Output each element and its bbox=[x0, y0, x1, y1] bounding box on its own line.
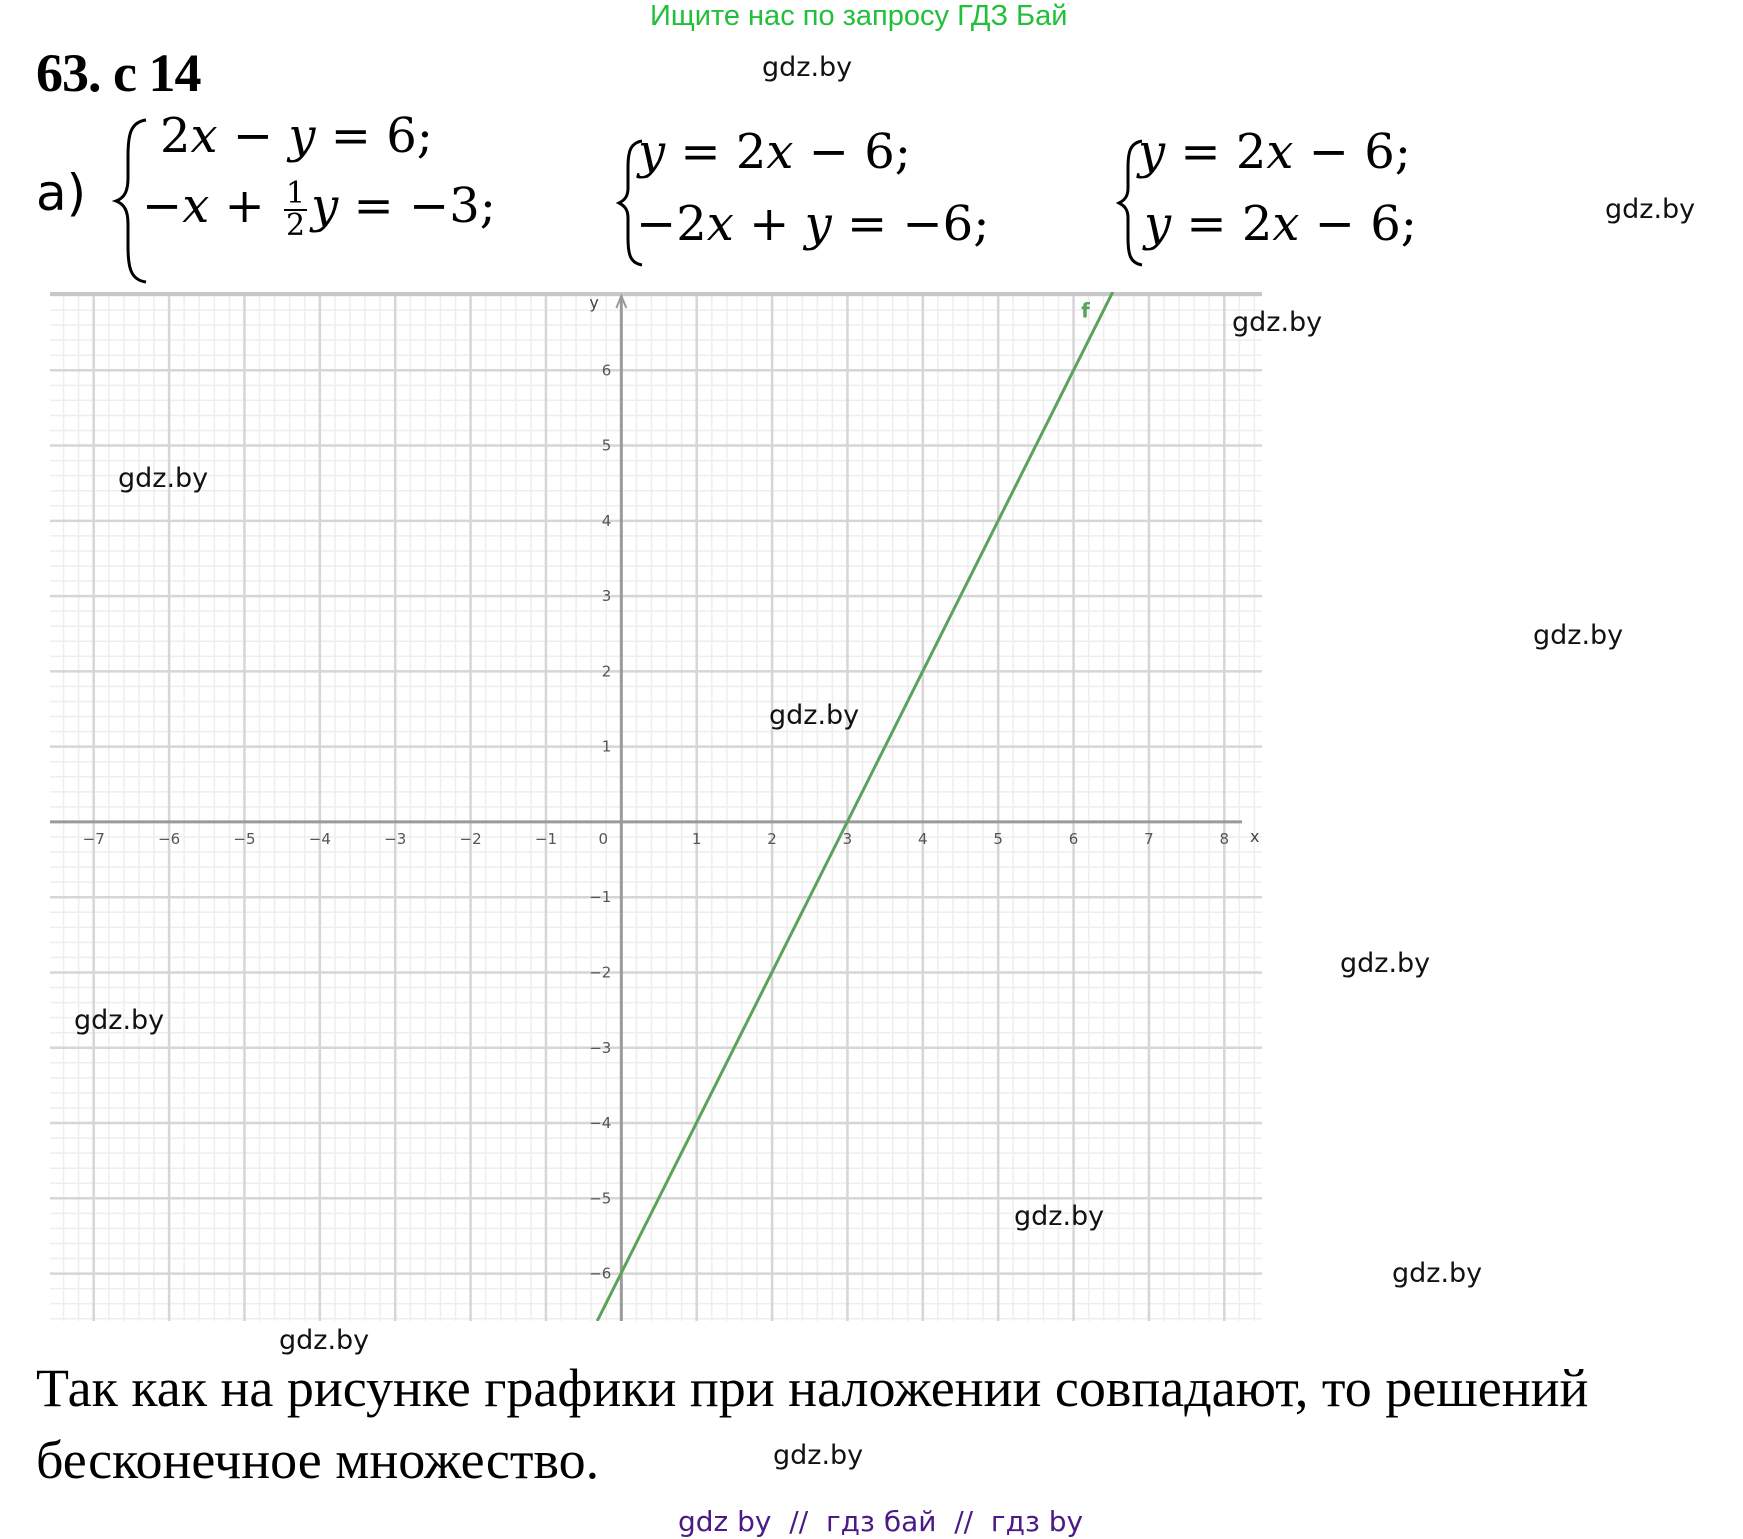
task-title: 63. с 14 bbox=[36, 43, 201, 103]
watermark: gdz.by bbox=[1533, 620, 1624, 651]
y-tick-label: 6 bbox=[601, 361, 612, 380]
x-tick-label: −1 bbox=[534, 829, 558, 848]
promo-banner: Ищите нас по запросу ГДЗ Бай bbox=[650, 0, 1068, 32]
x-tick-label: 3 bbox=[842, 829, 853, 848]
system-3-equation-2: y = 2x − 6; bbox=[1144, 196, 1417, 252]
y-tick-label: −1 bbox=[589, 888, 612, 907]
watermark: gdz.by bbox=[118, 463, 209, 494]
watermark: gdz.by bbox=[762, 52, 853, 83]
x-tick-label: −2 bbox=[459, 829, 482, 848]
fraction-one-half: $\frac{1}{2}$ bbox=[286, 175, 306, 243]
system-3-equation-1: y = 2x − 6; bbox=[1138, 124, 1411, 180]
y-tick-label: −6 bbox=[589, 1264, 612, 1283]
y-tick-label: 1 bbox=[601, 737, 612, 756]
x-tick-label: −3 bbox=[384, 829, 407, 848]
watermark: gdz.by bbox=[1605, 194, 1696, 225]
watermark: gdz.by bbox=[1340, 948, 1431, 979]
y-tick-label: 5 bbox=[601, 436, 612, 455]
y-tick-label: −3 bbox=[589, 1038, 612, 1057]
watermark: gdz.by bbox=[773, 1440, 864, 1471]
y-tick-label: 4 bbox=[601, 511, 612, 530]
x-axis-label: x bbox=[1250, 826, 1260, 846]
system-2-equation-2: −2x + y = −6; bbox=[636, 196, 990, 252]
y-tick-label: −4 bbox=[589, 1114, 612, 1133]
x-tick-label: 4 bbox=[918, 829, 928, 848]
watermark: gdz.by bbox=[1232, 307, 1323, 338]
x-tick-label: 7 bbox=[1144, 829, 1154, 848]
x-tick-label: 5 bbox=[993, 829, 1003, 848]
x-tick-label: 0 bbox=[598, 829, 609, 848]
system-1-equation-2: −x + $\frac{1}{2}$ y = −3; bbox=[142, 175, 496, 243]
system-2-equation-1: y = 2x − 6; bbox=[638, 124, 911, 180]
x-tick-label: 6 bbox=[1068, 829, 1079, 848]
system-1-equation-1: 2x − y = 6; bbox=[160, 108, 433, 164]
x-tick-label: −6 bbox=[158, 829, 181, 848]
watermark: gdz.by bbox=[1392, 1258, 1483, 1289]
coordinate-plane-chart bbox=[50, 292, 1262, 1321]
x-tick-label: 2 bbox=[767, 829, 777, 848]
part-label: а) bbox=[36, 164, 87, 222]
x-tick-label: 1 bbox=[691, 829, 702, 848]
watermark: gdz.by bbox=[279, 1325, 370, 1356]
y-tick-label: 3 bbox=[601, 587, 612, 606]
conclusion-text: Так как на рисунке графики при наложении совпадают, то решений бесконечное множество. bbox=[36, 1358, 1589, 1490]
function-label-f: f bbox=[1081, 298, 1090, 323]
y-tick-label: −5 bbox=[589, 1189, 612, 1208]
watermark: gdz.by bbox=[74, 1005, 165, 1036]
watermark: gdz.by bbox=[769, 700, 860, 731]
x-tick-label: 8 bbox=[1219, 829, 1230, 848]
y-tick-label: −2 bbox=[589, 963, 612, 982]
y-axis-label: y bbox=[589, 293, 599, 312]
footer-links: gdz by // гдз бай // гдз by bbox=[678, 1505, 1084, 1538]
x-tick-label: −5 bbox=[233, 829, 256, 848]
watermark: gdz.by bbox=[1014, 1201, 1105, 1232]
y-tick-label: 2 bbox=[601, 662, 612, 681]
x-tick-label: −4 bbox=[308, 829, 331, 848]
x-tick-label: −7 bbox=[82, 829, 105, 848]
